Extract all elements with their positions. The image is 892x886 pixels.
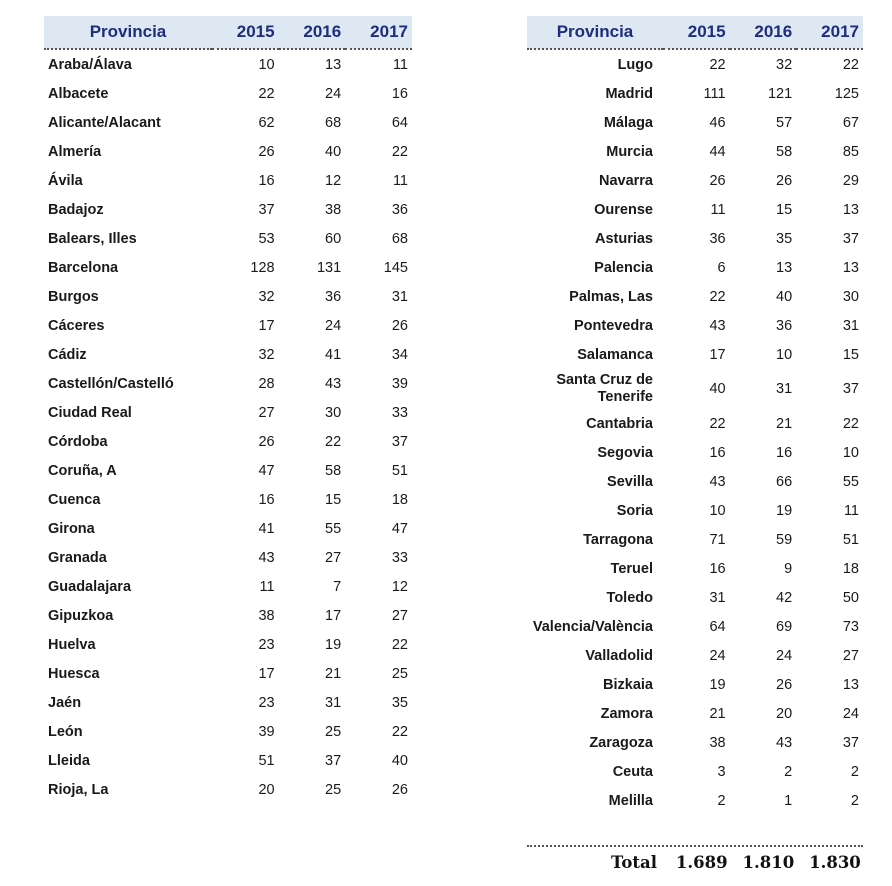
table-row bbox=[527, 195, 863, 224]
value-2017: 85 bbox=[842, 143, 859, 160]
table-row bbox=[44, 195, 412, 224]
province-name: Tarragona bbox=[583, 531, 653, 548]
value-2015: 22 bbox=[709, 56, 726, 73]
province-name: Salamanca bbox=[577, 346, 653, 363]
value-2017: 27 bbox=[391, 607, 408, 624]
value-2015: 32 bbox=[258, 346, 275, 363]
value-2017: 12 bbox=[391, 578, 408, 595]
value-2015: 23 bbox=[258, 694, 275, 711]
province-name: Valencia/València bbox=[532, 618, 653, 635]
value-2016: 66 bbox=[776, 473, 793, 490]
table-row bbox=[44, 659, 412, 688]
value-2016: 22 bbox=[325, 433, 342, 450]
value-2016: 17 bbox=[325, 607, 342, 624]
table-row bbox=[527, 438, 863, 467]
table-row bbox=[527, 137, 863, 166]
table-row bbox=[44, 282, 412, 311]
value-2016: 24 bbox=[776, 647, 793, 664]
province-name: Guadalajara bbox=[48, 578, 132, 595]
value-2016: 25 bbox=[325, 723, 342, 740]
province-name: Cuenca bbox=[48, 491, 101, 508]
value-2017: 2 bbox=[850, 792, 859, 809]
value-2015: 17 bbox=[258, 317, 275, 334]
value-2017: 37 bbox=[842, 380, 859, 397]
value-2017: 37 bbox=[391, 433, 408, 450]
value-2015: 31 bbox=[709, 589, 726, 606]
province-name: Cantabria bbox=[586, 415, 653, 432]
value-2015: 10 bbox=[709, 502, 726, 519]
value-2015: 22 bbox=[258, 85, 275, 102]
value-2017: 27 bbox=[842, 647, 859, 664]
province-name: Balears, Illes bbox=[48, 230, 137, 247]
value-2017: 26 bbox=[391, 781, 408, 798]
value-2016: 1 bbox=[784, 792, 793, 809]
table-row bbox=[44, 137, 412, 166]
value-2016: 36 bbox=[776, 317, 793, 334]
table-row bbox=[44, 688, 412, 717]
table-row bbox=[44, 224, 412, 253]
value-2016: 35 bbox=[776, 230, 793, 247]
value-2016: 27 bbox=[325, 549, 342, 566]
table-row bbox=[527, 554, 863, 583]
value-2017: 73 bbox=[842, 618, 859, 635]
value-2017: 36 bbox=[391, 201, 408, 218]
table-row bbox=[527, 583, 863, 612]
right-province-table bbox=[527, 16, 863, 815]
value-2016: 13 bbox=[325, 56, 342, 73]
table-row bbox=[44, 108, 412, 137]
value-2017: 18 bbox=[391, 491, 408, 508]
table-row bbox=[527, 525, 863, 554]
value-2015: 28 bbox=[258, 375, 275, 392]
table-row bbox=[527, 670, 863, 699]
value-2015: 21 bbox=[709, 705, 726, 722]
province-name: Palencia bbox=[594, 259, 653, 276]
value-2017: 25 bbox=[391, 665, 408, 682]
province-name: Coruña, A bbox=[48, 462, 117, 479]
value-2017: 47 bbox=[391, 520, 408, 537]
value-2017: 33 bbox=[391, 549, 408, 566]
province-name: Badajoz bbox=[48, 201, 104, 218]
value-2017: 30 bbox=[842, 288, 859, 305]
value-2016: 20 bbox=[776, 705, 793, 722]
province-name: Almería bbox=[48, 143, 102, 160]
value-2015: 6 bbox=[717, 259, 726, 276]
province-name: Cáceres bbox=[48, 317, 105, 334]
table-row bbox=[44, 49, 412, 79]
province-name: Zamora bbox=[600, 705, 653, 722]
value-2017: 68 bbox=[391, 230, 408, 247]
table-row bbox=[44, 775, 412, 804]
province-name: Granada bbox=[48, 549, 107, 566]
value-2016: 40 bbox=[776, 288, 793, 305]
table-row bbox=[44, 746, 412, 775]
value-2015: 20 bbox=[258, 781, 275, 798]
header-row bbox=[44, 16, 412, 49]
header-province: Provincia bbox=[527, 16, 663, 49]
value-2015: 11 bbox=[710, 201, 726, 218]
right-table-body bbox=[527, 49, 863, 815]
total-row bbox=[527, 850, 863, 874]
value-2016: 41 bbox=[325, 346, 342, 363]
province-name: Sevilla bbox=[607, 473, 653, 490]
value-2015: 41 bbox=[258, 520, 275, 537]
value-2016: 25 bbox=[325, 781, 342, 798]
left-province-table bbox=[44, 16, 412, 804]
value-2017: 16 bbox=[391, 85, 408, 102]
table-row bbox=[527, 369, 863, 409]
table-row bbox=[527, 224, 863, 253]
province-name: Bizkaia bbox=[603, 676, 653, 693]
province-name: León bbox=[48, 723, 83, 740]
table-row bbox=[527, 282, 863, 311]
table-row bbox=[44, 166, 412, 195]
value-2016: 36 bbox=[325, 288, 342, 305]
table-row bbox=[527, 253, 863, 282]
value-2017: 34 bbox=[391, 346, 408, 363]
value-2017: 11 bbox=[392, 56, 408, 73]
value-2016: 69 bbox=[776, 618, 793, 635]
table-row bbox=[527, 757, 863, 786]
value-2015: 11 bbox=[259, 578, 275, 595]
value-2017: 39 bbox=[391, 375, 408, 392]
value-2016: 21 bbox=[776, 415, 793, 432]
value-2017: 40 bbox=[391, 752, 408, 769]
header-province: Provincia bbox=[44, 16, 212, 49]
value-2016: 15 bbox=[325, 491, 342, 508]
table-row bbox=[44, 601, 412, 630]
value-2016: 13 bbox=[776, 259, 793, 276]
value-2017: 67 bbox=[842, 114, 859, 131]
province-name: Gipuzkoa bbox=[48, 607, 114, 624]
value-2016: 60 bbox=[325, 230, 342, 247]
province-name: Soria bbox=[616, 502, 653, 519]
value-2016: 7 bbox=[333, 578, 342, 595]
value-2016: 19 bbox=[776, 502, 793, 519]
value-2016: 55 bbox=[325, 520, 342, 537]
table-row bbox=[44, 630, 412, 659]
province-name: Castellón/Castelló bbox=[48, 375, 174, 392]
value-2016: 19 bbox=[325, 636, 342, 653]
value-2016: 31 bbox=[776, 380, 793, 397]
left-table-body bbox=[44, 49, 412, 804]
province-name: Burgos bbox=[48, 288, 99, 305]
table-row bbox=[527, 786, 863, 815]
value-2015: 23 bbox=[258, 636, 275, 653]
province-name: Murcia bbox=[606, 143, 653, 160]
value-2016: 24 bbox=[325, 85, 342, 102]
value-2016: 21 bbox=[325, 665, 342, 682]
value-2016: 24 bbox=[325, 317, 342, 334]
table-row bbox=[527, 467, 863, 496]
value-2015: 17 bbox=[709, 346, 726, 363]
value-2016: 40 bbox=[325, 143, 342, 160]
value-2015: 22 bbox=[709, 288, 726, 305]
value-2016: 32 bbox=[776, 56, 793, 73]
province-name: Ceuta bbox=[612, 763, 653, 780]
province-name: Melilla bbox=[608, 792, 653, 809]
table-row bbox=[527, 728, 863, 757]
province-name: Lleida bbox=[48, 752, 90, 769]
value-2017: 18 bbox=[842, 560, 859, 577]
value-2017: 29 bbox=[842, 172, 859, 189]
province-name: Córdoba bbox=[48, 433, 108, 450]
value-2017: 31 bbox=[391, 288, 408, 305]
table-row bbox=[44, 398, 412, 427]
table-row bbox=[44, 543, 412, 572]
province-name: Asturias bbox=[594, 230, 653, 247]
province-name: Huesca bbox=[48, 665, 100, 682]
value-2015: 26 bbox=[709, 172, 726, 189]
value-2015: 43 bbox=[709, 317, 726, 334]
province-name: Segovia bbox=[597, 444, 653, 461]
header-year-2015: 2015 bbox=[663, 16, 730, 49]
value-2016: 59 bbox=[776, 531, 793, 548]
value-2017: 22 bbox=[842, 415, 859, 432]
value-2017: 55 bbox=[842, 473, 859, 490]
value-2015: 32 bbox=[258, 288, 275, 305]
value-2015: 128 bbox=[250, 259, 275, 276]
province-name: Araba/Álava bbox=[48, 56, 132, 73]
table-row bbox=[44, 717, 412, 746]
value-2015: 40 bbox=[709, 380, 726, 397]
table-row bbox=[527, 108, 863, 137]
province-name: Cádiz bbox=[48, 346, 87, 363]
value-2016: 9 bbox=[784, 560, 793, 577]
value-2015: 16 bbox=[709, 444, 726, 461]
value-2017: 145 bbox=[383, 259, 408, 276]
value-2015: 39 bbox=[258, 723, 275, 740]
value-2016: 121 bbox=[767, 85, 793, 102]
table-row bbox=[44, 427, 412, 456]
value-2016: 15 bbox=[776, 201, 793, 218]
value-2017: 13 bbox=[842, 259, 859, 276]
total-label: Total bbox=[611, 852, 657, 872]
value-2015: 16 bbox=[258, 491, 275, 508]
value-2016: 43 bbox=[325, 375, 342, 392]
value-2016: 43 bbox=[776, 734, 793, 751]
province-name: Toledo bbox=[606, 589, 653, 606]
value-2015: 38 bbox=[709, 734, 726, 751]
value-2017: 22 bbox=[391, 143, 408, 160]
province-name: Teruel bbox=[610, 560, 653, 577]
table-row bbox=[527, 699, 863, 728]
table-row bbox=[44, 253, 412, 282]
value-2015: 47 bbox=[258, 462, 275, 479]
header-row bbox=[527, 16, 863, 49]
value-2016: 30 bbox=[325, 404, 342, 421]
header-year-2015: 2015 bbox=[212, 16, 279, 49]
value-2017: 11 bbox=[392, 172, 408, 189]
value-2017: 125 bbox=[834, 85, 859, 102]
table-row bbox=[44, 514, 412, 543]
value-2015: 43 bbox=[258, 549, 275, 566]
value-2016: 58 bbox=[776, 143, 793, 160]
value-2016: 68 bbox=[325, 114, 342, 131]
value-2015: 111 bbox=[703, 85, 726, 102]
value-2015: 22 bbox=[709, 415, 726, 432]
province-name: Málaga bbox=[603, 114, 653, 131]
province-name: Pontevedra bbox=[574, 317, 653, 334]
value-2015: 17 bbox=[258, 665, 275, 682]
province-name: Lugo bbox=[617, 56, 653, 73]
value-2017: 51 bbox=[842, 531, 859, 548]
value-2017: 13 bbox=[842, 201, 859, 218]
province-name: Jaén bbox=[48, 694, 82, 711]
value-2015: 46 bbox=[709, 114, 726, 131]
value-2015: 16 bbox=[258, 172, 275, 189]
province-name: Palmas, Las bbox=[569, 288, 653, 305]
value-2015: 24 bbox=[709, 647, 726, 664]
province-name: Girona bbox=[48, 520, 95, 537]
table-row bbox=[44, 456, 412, 485]
table-row bbox=[527, 496, 863, 525]
province-name: Alicante/Alacant bbox=[48, 114, 161, 131]
table-row bbox=[44, 340, 412, 369]
value-2015: 71 bbox=[709, 531, 726, 548]
value-2015: 16 bbox=[709, 560, 726, 577]
table-row bbox=[527, 311, 863, 340]
value-2017: 11 bbox=[843, 502, 859, 519]
header-year-2017: 2017 bbox=[796, 16, 863, 49]
value-2017: 33 bbox=[391, 404, 408, 421]
table-row bbox=[527, 340, 863, 369]
header-year-2017: 2017 bbox=[345, 16, 412, 49]
table-row bbox=[44, 485, 412, 514]
value-2016: 12 bbox=[325, 172, 342, 189]
table-row bbox=[44, 369, 412, 398]
value-2015: 43 bbox=[709, 473, 726, 490]
province-name: Barcelona bbox=[48, 259, 119, 276]
header-year-2016: 2016 bbox=[730, 16, 797, 49]
table-row bbox=[527, 641, 863, 670]
province-name: Ciudad Real bbox=[48, 404, 132, 421]
value-2015: 64 bbox=[709, 618, 726, 635]
table-row bbox=[44, 79, 412, 108]
value-2016: 57 bbox=[776, 114, 793, 131]
value-2017: 26 bbox=[391, 317, 408, 334]
value-2015: 37 bbox=[258, 201, 275, 218]
value-2016: 31 bbox=[325, 694, 342, 711]
value-2015: 36 bbox=[709, 230, 726, 247]
value-2017: 15 bbox=[842, 346, 859, 363]
province-name: Valladolid bbox=[585, 647, 653, 664]
value-2017: 22 bbox=[391, 723, 408, 740]
value-2017: 37 bbox=[842, 230, 859, 247]
province-name: Ourense bbox=[594, 201, 653, 218]
province-name: Santa Cruz de Tenerife bbox=[556, 372, 653, 405]
value-2015: 26 bbox=[258, 143, 275, 160]
total-2015: 1.689 bbox=[675, 852, 728, 872]
value-2015: 3 bbox=[717, 763, 726, 780]
value-2017: 51 bbox=[391, 462, 408, 479]
value-2017: 10 bbox=[842, 444, 859, 461]
value-2015: 51 bbox=[258, 752, 275, 769]
value-2016: 26 bbox=[776, 676, 793, 693]
province-name: Albacete bbox=[48, 85, 109, 102]
value-2016: 131 bbox=[316, 259, 342, 276]
header-year-2016: 2016 bbox=[279, 16, 346, 49]
value-2017: 13 bbox=[842, 676, 859, 693]
province-name: Zaragoza bbox=[589, 734, 653, 751]
value-2016: 10 bbox=[776, 346, 793, 363]
value-2017: 37 bbox=[842, 734, 859, 751]
value-2016: 58 bbox=[325, 462, 342, 479]
value-2015: 26 bbox=[258, 433, 275, 450]
value-2015: 38 bbox=[258, 607, 275, 624]
value-2017: 22 bbox=[842, 56, 859, 73]
province-name: Navarra bbox=[598, 172, 653, 189]
value-2017: 24 bbox=[842, 705, 859, 722]
table-row bbox=[527, 612, 863, 641]
value-2015: 53 bbox=[258, 230, 275, 247]
province-name: Ávila bbox=[48, 172, 83, 189]
value-2017: 31 bbox=[842, 317, 859, 334]
value-2016: 2 bbox=[784, 763, 793, 780]
province-name: Huelva bbox=[48, 636, 96, 653]
table-row bbox=[44, 311, 412, 340]
value-2016: 26 bbox=[776, 172, 793, 189]
value-2016: 37 bbox=[325, 752, 342, 769]
value-2015: 62 bbox=[258, 114, 275, 131]
table-row bbox=[527, 79, 863, 108]
value-2016: 42 bbox=[776, 589, 793, 606]
total-divider bbox=[527, 845, 863, 847]
table-row bbox=[527, 409, 863, 438]
province-name: Madrid bbox=[605, 85, 653, 102]
value-2016: 38 bbox=[325, 201, 342, 218]
value-2017: 22 bbox=[391, 636, 408, 653]
total-2017: 1.830 bbox=[809, 852, 861, 872]
value-2015: 19 bbox=[709, 676, 726, 693]
total-2016: 1.810 bbox=[742, 852, 795, 872]
value-2015: 27 bbox=[258, 404, 275, 421]
value-2016: 16 bbox=[776, 444, 793, 461]
value-2015: 2 bbox=[717, 792, 726, 809]
value-2017: 50 bbox=[842, 589, 859, 606]
value-2017: 35 bbox=[391, 694, 408, 711]
province-name: Rioja, La bbox=[48, 781, 109, 798]
value-2015: 10 bbox=[258, 56, 275, 73]
value-2017: 64 bbox=[391, 114, 408, 131]
table-row bbox=[527, 166, 863, 195]
table-row bbox=[527, 49, 863, 79]
table-row bbox=[44, 572, 412, 601]
value-2017: 2 bbox=[850, 763, 859, 780]
value-2015: 44 bbox=[709, 143, 726, 160]
